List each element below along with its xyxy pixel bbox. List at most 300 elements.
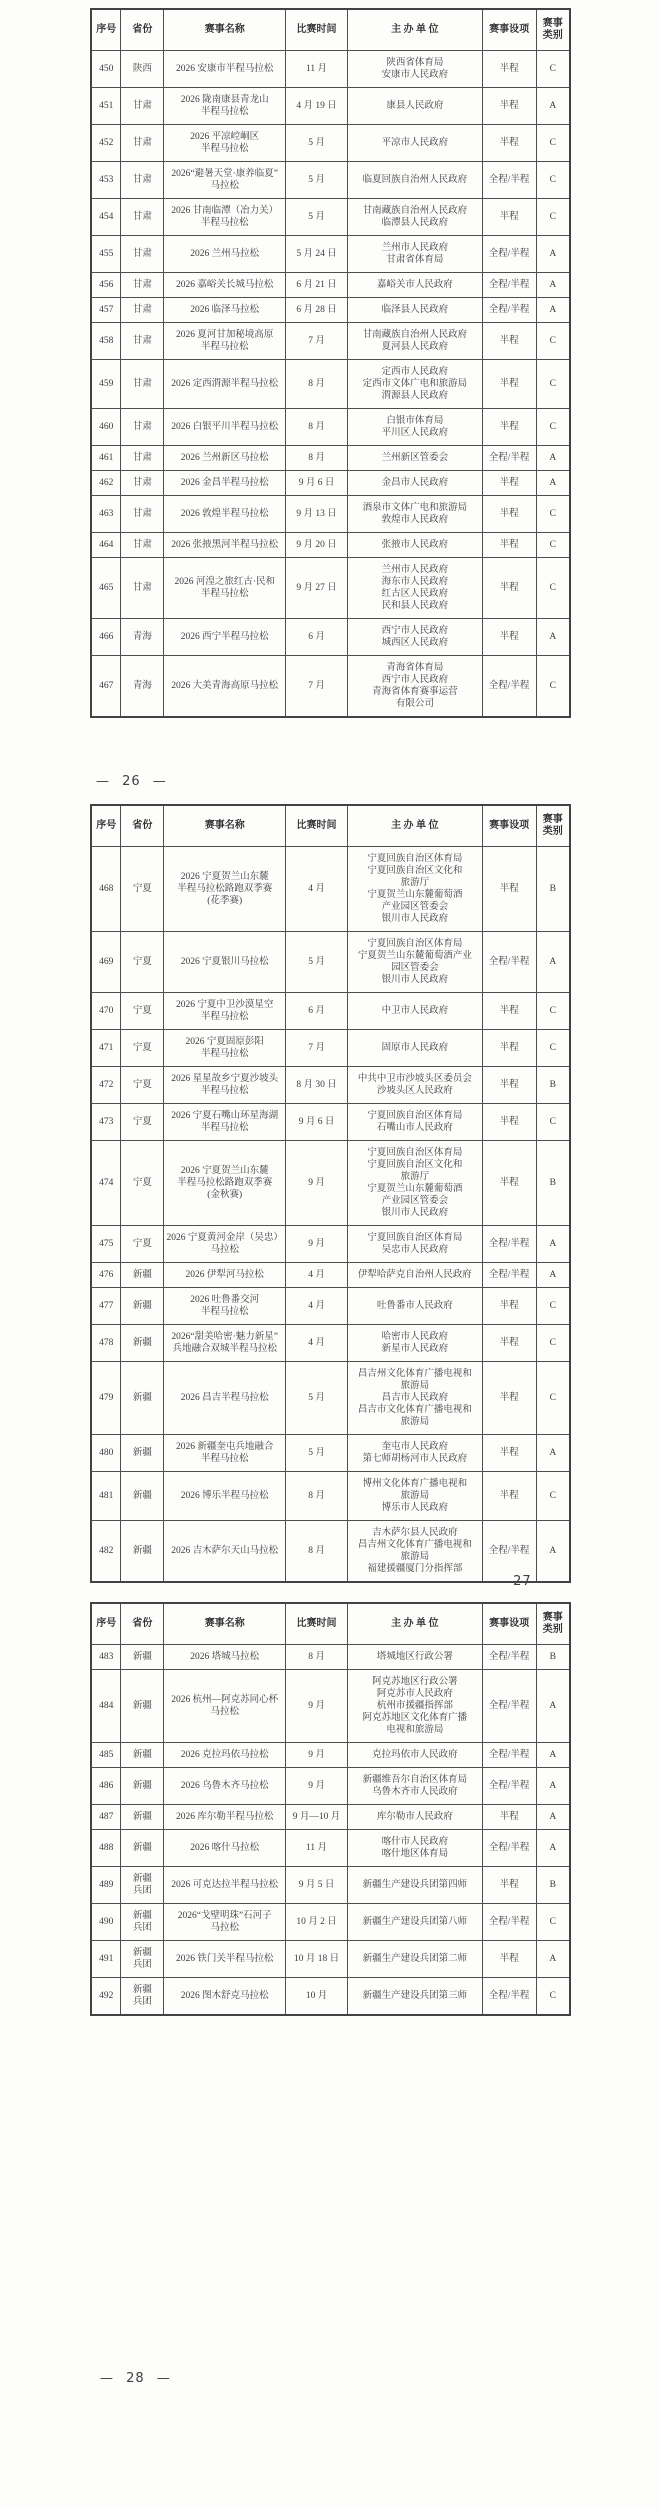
cell-event: 2026 安康市半程马拉松: [164, 51, 286, 88]
cell-event: 2026 西宁半程马拉松: [164, 619, 286, 656]
table-row: [91, 1978, 570, 2016]
cell-time: 8 月: [286, 446, 348, 471]
cell-setting: 半程: [482, 1030, 536, 1067]
cell-setting: 半程: [482, 533, 536, 558]
cell-setting: 半程: [482, 1867, 536, 1904]
cell-province: 甘肃: [121, 236, 164, 273]
cell-organizer: 宁夏回族自治区体育局 宁夏回族自治区文化和 旅游厅 宁夏贺兰山东麓葡萄酒 产业园区管委会 银川市人民政府: [347, 847, 482, 932]
cell-event: 2026 宁夏石嘴山环星海湖 半程马拉松: [164, 1104, 286, 1141]
cell-province: 青海: [121, 619, 164, 656]
cell-category: B: [536, 1141, 570, 1226]
cell-setting: 全程/半程: [482, 1978, 536, 2016]
cell-province: 陕西: [121, 51, 164, 88]
cell-province: 宁夏: [121, 932, 164, 993]
cell-no: 487: [91, 1805, 121, 1830]
cell-no: 459: [91, 360, 121, 409]
cell-setting: 全程/半程: [482, 1768, 536, 1805]
cell-province: 新疆: [121, 1325, 164, 1362]
cell-time: 11 月: [286, 1830, 348, 1867]
cell-organizer: 青海省体育局 西宁市人民政府 青海省体育赛事运营 有限公司: [347, 656, 482, 718]
cell-province: 甘肃: [121, 162, 164, 199]
table-row: [91, 1904, 570, 1941]
cell-organizer: 固原市人民政府: [347, 1030, 482, 1067]
cell-no: 473: [91, 1104, 121, 1141]
cell-category: A: [536, 1830, 570, 1867]
cell-setting: 半程: [482, 993, 536, 1030]
cell-province: 新疆: [121, 1670, 164, 1743]
cell-organizer: 康县人民政府: [347, 88, 482, 125]
cell-organizer: 甘南藏族自治州人民政府 夏河县人民政府: [347, 323, 482, 360]
cell-time: 8 月: [286, 1645, 348, 1670]
cell-event: 2026 克拉玛依马拉松: [164, 1743, 286, 1768]
cell-no: 488: [91, 1830, 121, 1867]
cell-time: 8 月: [286, 1472, 348, 1521]
cell-province: 甘肃: [121, 298, 164, 323]
cell-no: 452: [91, 125, 121, 162]
cell-no: 468: [91, 847, 121, 932]
column-header-no: 序号: [91, 9, 121, 51]
column-header-time: 比赛时间: [286, 805, 348, 847]
cell-organizer: 临泽县人民政府: [347, 298, 482, 323]
cell-category: C: [536, 533, 570, 558]
cell-category: A: [536, 471, 570, 496]
cell-event: 2026 大美青海高原马拉松: [164, 656, 286, 718]
cell-no: 467: [91, 656, 121, 718]
cell-category: B: [536, 1067, 570, 1104]
cell-province: 宁夏: [121, 1030, 164, 1067]
cell-time: 5 月: [286, 162, 348, 199]
cell-organizer: 酒泉市文体广电和旅游局 敦煌市人民政府: [347, 496, 482, 533]
cell-province: 甘肃: [121, 409, 164, 446]
cell-organizer: 平凉市人民政府: [347, 125, 482, 162]
cell-time: 10 月: [286, 1978, 348, 2016]
cell-category: C: [536, 1288, 570, 1325]
cell-province: 宁夏: [121, 1067, 164, 1104]
cell-time: 6 月 21 日: [286, 273, 348, 298]
cell-time: 4 月: [286, 1288, 348, 1325]
cell-time: 4 月: [286, 1325, 348, 1362]
cell-category: C: [536, 1362, 570, 1435]
cell-organizer: 兰州市人民政府 甘肃省体育局: [347, 236, 482, 273]
cell-setting: 全程/半程: [482, 656, 536, 718]
cell-no: 482: [91, 1521, 121, 1583]
cell-event: 2026 乌鲁木齐马拉松: [164, 1768, 286, 1805]
cell-no: 475: [91, 1226, 121, 1263]
cell-organizer: 中共中卫市沙坡头区委员会 沙坡头区人民政府: [347, 1067, 482, 1104]
cell-category: A: [536, 1743, 570, 1768]
cell-time: 6 月: [286, 993, 348, 1030]
table-row: [91, 993, 570, 1030]
cell-event: 2026 库尔勒半程马拉松: [164, 1805, 286, 1830]
table-row: [91, 51, 570, 88]
cell-province: 新疆: [121, 1472, 164, 1521]
cell-setting: 半程: [482, 1104, 536, 1141]
table-row: [91, 162, 570, 199]
cell-event: 2026 河湟之旅红古·民和 半程马拉松: [164, 558, 286, 619]
column-header-province: 省份: [121, 9, 164, 51]
cell-time: 5 月: [286, 1435, 348, 1472]
cell-event: 2026 图木舒克马拉松: [164, 1978, 286, 2016]
cell-province: 新疆 兵团: [121, 1978, 164, 2016]
cell-setting: 半程: [482, 1067, 536, 1104]
cell-event: 2026 平凉崆峒区 半程马拉松: [164, 125, 286, 162]
cell-organizer: 哈密市人民政府 新星市人民政府: [347, 1325, 482, 1362]
cell-organizer: 张掖市人民政府: [347, 533, 482, 558]
cell-setting: 半程: [482, 1362, 536, 1435]
cell-province: 甘肃: [121, 360, 164, 409]
cell-organizer: 宁夏回族自治区体育局 石嘴山市人民政府: [347, 1104, 482, 1141]
cell-category: C: [536, 162, 570, 199]
cell-setting: 全程/半程: [482, 1263, 536, 1288]
table-row: [91, 409, 570, 446]
cell-time: 9 月 27 日: [286, 558, 348, 619]
cell-province: 甘肃: [121, 88, 164, 125]
cell-time: 9 月 5 日: [286, 1867, 348, 1904]
cell-no: 458: [91, 323, 121, 360]
cell-category: C: [536, 1978, 570, 2016]
cell-organizer: 中卫市人民政府: [347, 993, 482, 1030]
cell-event: 2026 塔城马拉松: [164, 1645, 286, 1670]
cell-category: A: [536, 273, 570, 298]
table-row: [91, 1288, 570, 1325]
table-row: [91, 273, 570, 298]
cell-no: 474: [91, 1141, 121, 1226]
cell-setting: 半程: [482, 1288, 536, 1325]
cell-time: 5 月: [286, 1362, 348, 1435]
table-row: [91, 1104, 570, 1141]
cell-no: 456: [91, 273, 121, 298]
cell-no: 492: [91, 1978, 121, 2016]
table-row: [91, 446, 570, 471]
cell-province: 新疆: [121, 1645, 164, 1670]
cell-no: 466: [91, 619, 121, 656]
table-row: [91, 1325, 570, 1362]
cell-organizer: 新疆生产建设兵团第三师: [347, 1978, 482, 2016]
cell-province: 新疆: [121, 1743, 164, 1768]
page-number-26: — 26 —: [96, 774, 167, 789]
table-row: [91, 298, 570, 323]
column-header-event: 赛事名称: [164, 805, 286, 847]
cell-setting: 全程/半程: [482, 1521, 536, 1583]
cell-event: 2026 吐鲁番交河 半程马拉松: [164, 1288, 286, 1325]
table-row: [91, 125, 570, 162]
cell-organizer: 昌吉州文化体育广播电视和 旅游局 昌吉市人民政府 昌吉市文化体育广播电视和 旅游局: [347, 1362, 482, 1435]
cell-no: 464: [91, 533, 121, 558]
cell-setting: 半程: [482, 199, 536, 236]
cell-province: 新疆 兵团: [121, 1867, 164, 1904]
cell-category: C: [536, 323, 570, 360]
cell-province: 新疆: [121, 1435, 164, 1472]
cell-province: 新疆: [121, 1288, 164, 1325]
cell-event: 2026 宁夏黄河金岸（吴忠） 马拉松: [164, 1226, 286, 1263]
cell-setting: 半程: [482, 847, 536, 932]
cell-event: 2026 嘉峪关长城马拉松: [164, 273, 286, 298]
cell-no: 484: [91, 1670, 121, 1743]
cell-organizer: 宁夏回族自治区体育局 宁夏贺兰山东麓葡萄酒产业 园区管委会 银川市人民政府: [347, 932, 482, 993]
cell-province: 甘肃: [121, 125, 164, 162]
table-row: [91, 932, 570, 993]
cell-setting: 全程/半程: [482, 1226, 536, 1263]
cell-province: 甘肃: [121, 323, 164, 360]
cell-no: 470: [91, 993, 121, 1030]
column-header-setting: 赛事设项: [482, 1603, 536, 1645]
cell-organizer: 塔城地区行政公署: [347, 1645, 482, 1670]
table-row: [91, 1768, 570, 1805]
cell-event: 2026 星星故乡宁夏沙坡头 半程马拉松: [164, 1067, 286, 1104]
cell-organizer: 西宁市人民政府 城西区人民政府: [347, 619, 482, 656]
events-table-page-26: [90, 8, 571, 718]
table-row: [91, 1830, 570, 1867]
cell-organizer: 临夏回族自治州人民政府: [347, 162, 482, 199]
cell-no: 478: [91, 1325, 121, 1362]
table-row: [91, 1867, 570, 1904]
cell-category: C: [536, 1472, 570, 1521]
cell-no: 462: [91, 471, 121, 496]
cell-category: C: [536, 1030, 570, 1067]
table-row: [91, 236, 570, 273]
cell-no: 461: [91, 446, 121, 471]
cell-setting: 半程: [482, 409, 536, 446]
cell-event: 2026 甘南临潭（冶力关） 半程马拉松: [164, 199, 286, 236]
cell-no: 476: [91, 1263, 121, 1288]
cell-event: 2026“戈壁明珠”石河子 马拉松: [164, 1904, 286, 1941]
cell-time: 8 月: [286, 360, 348, 409]
cell-no: 465: [91, 558, 121, 619]
cell-event: 2026 喀什马拉松: [164, 1830, 286, 1867]
cell-event: 2026 兰州马拉松: [164, 236, 286, 273]
cell-time: 9 月 13 日: [286, 496, 348, 533]
cell-organizer: 宁夏回族自治区体育局 吴忠市人民政府: [347, 1226, 482, 1263]
cell-province: 甘肃: [121, 273, 164, 298]
cell-province: 新疆 兵团: [121, 1941, 164, 1978]
cell-time: 4 月 19 日: [286, 88, 348, 125]
cell-no: 460: [91, 409, 121, 446]
cell-organizer: 甘南藏族自治州人民政府 临潭县人民政府: [347, 199, 482, 236]
column-header-province: 省份: [121, 1603, 164, 1645]
cell-setting: 全程/半程: [482, 1904, 536, 1941]
cell-organizer: 奎屯市人民政府 第七师胡杨河市人民政府: [347, 1435, 482, 1472]
cell-setting: 半程: [482, 471, 536, 496]
cell-time: 6 月 28 日: [286, 298, 348, 323]
table-row: [91, 199, 570, 236]
cell-organizer: 定西市人民政府 定西市文体广电和旅游局 渭源县人民政府: [347, 360, 482, 409]
table-header-row: [91, 1603, 570, 1645]
cell-category: A: [536, 236, 570, 273]
cell-province: 新疆: [121, 1830, 164, 1867]
cell-time: 7 月: [286, 1030, 348, 1067]
cell-province: 甘肃: [121, 471, 164, 496]
cell-no: 481: [91, 1472, 121, 1521]
cell-organizer: 阿克苏地区行政公署 阿克苏市人民政府 杭州市援疆指挥部 阿克苏地区文化体育广播 电视和旅游局: [347, 1670, 482, 1743]
cell-organizer: 白银市体育局 平川区人民政府: [347, 409, 482, 446]
cell-event: 2026 伊犁河马拉松: [164, 1263, 286, 1288]
table-row: [91, 1030, 570, 1067]
cell-no: 483: [91, 1645, 121, 1670]
cell-organizer: 新疆生产建设兵团第八师: [347, 1904, 482, 1941]
cell-setting: 全程/半程: [482, 236, 536, 273]
cell-no: 457: [91, 298, 121, 323]
cell-category: A: [536, 1670, 570, 1743]
cell-province: 宁夏: [121, 993, 164, 1030]
cell-event: 2026 定西渭源半程马拉松: [164, 360, 286, 409]
cell-time: 5 月 24 日: [286, 236, 348, 273]
page-number-28: — 28 —: [100, 2371, 171, 2386]
cell-time: 8 月: [286, 409, 348, 446]
cell-organizer: 金昌市人民政府: [347, 471, 482, 496]
cell-time: 9 月 20 日: [286, 533, 348, 558]
column-header-category: 赛事 类别: [536, 1603, 570, 1645]
cell-setting: 半程: [482, 1472, 536, 1521]
cell-organizer: 兰州市人民政府 海东市人民政府 红古区人民政府 民和县人民政府: [347, 558, 482, 619]
cell-time: 9 月 6 日: [286, 471, 348, 496]
cell-event: 2026 金昌半程马拉松: [164, 471, 286, 496]
cell-category: B: [536, 1645, 570, 1670]
cell-category: A: [536, 1226, 570, 1263]
column-header-no: 序号: [91, 1603, 121, 1645]
cell-setting: 半程: [482, 125, 536, 162]
table-row: [91, 656, 570, 718]
table-row: [91, 1067, 570, 1104]
cell-organizer: 新疆生产建设兵团第四师: [347, 1867, 482, 1904]
events-table-page-26-container: [90, 8, 571, 718]
cell-category: A: [536, 1768, 570, 1805]
cell-event: 2026 宁夏中卫沙漠星空 半程马拉松: [164, 993, 286, 1030]
cell-no: 480: [91, 1435, 121, 1472]
cell-event: 2026 张掖黑河半程马拉松: [164, 533, 286, 558]
column-header-no: 序号: [91, 805, 121, 847]
cell-setting: 全程/半程: [482, 932, 536, 993]
column-header-category: 赛事 类别: [536, 9, 570, 51]
cell-time: 10 月 2 日: [286, 1904, 348, 1941]
cell-province: 甘肃: [121, 496, 164, 533]
cell-setting: 半程: [482, 558, 536, 619]
cell-time: 5 月: [286, 125, 348, 162]
cell-no: 485: [91, 1743, 121, 1768]
cell-category: A: [536, 932, 570, 993]
table-row: [91, 1435, 570, 1472]
cell-province: 宁夏: [121, 847, 164, 932]
cell-event: 2026 陇南康县青龙山 半程马拉松: [164, 88, 286, 125]
cell-category: A: [536, 1521, 570, 1583]
cell-category: A: [536, 1941, 570, 1978]
cell-event: 2026 博乐半程马拉松: [164, 1472, 286, 1521]
cell-organizer: 嘉峪关市人民政府: [347, 273, 482, 298]
table-row: [91, 323, 570, 360]
cell-event: 2026 新疆奎屯兵地融合 半程马拉松: [164, 1435, 286, 1472]
cell-category: C: [536, 993, 570, 1030]
cell-setting: 半程: [482, 1805, 536, 1830]
column-header-event: 赛事名称: [164, 9, 286, 51]
table-row: [91, 496, 570, 533]
cell-event: 2026 铁门关半程马拉松: [164, 1941, 286, 1978]
cell-category: C: [536, 125, 570, 162]
cell-organizer: 陕西省体育局 安康市人民政府: [347, 51, 482, 88]
table-row: [91, 1670, 570, 1743]
cell-setting: 半程: [482, 496, 536, 533]
cell-organizer: 喀什市人民政府 喀什地区体育局: [347, 1830, 482, 1867]
table-row: [91, 471, 570, 496]
cell-category: A: [536, 1435, 570, 1472]
table-row: [91, 1521, 570, 1583]
cell-event: 2026 可克达拉半程马拉松: [164, 1867, 286, 1904]
cell-event: 2026 宁夏银川马拉松: [164, 932, 286, 993]
table-row: [91, 1472, 570, 1521]
cell-province: 宁夏: [121, 1226, 164, 1263]
events-table-page-27: [90, 804, 571, 1583]
cell-event: 2026 昌吉半程马拉松: [164, 1362, 286, 1435]
cell-no: 454: [91, 199, 121, 236]
column-header-province: 省份: [121, 805, 164, 847]
cell-setting: 全程/半程: [482, 1645, 536, 1670]
table-row: [91, 1805, 570, 1830]
cell-time: 9 月—10 月: [286, 1805, 348, 1830]
cell-category: A: [536, 88, 570, 125]
cell-setting: 全程/半程: [482, 273, 536, 298]
cell-event: 2026 宁夏固原彭阳 半程马拉松: [164, 1030, 286, 1067]
table-row: [91, 847, 570, 932]
cell-time: 9 月 6 日: [286, 1104, 348, 1141]
cell-no: 479: [91, 1362, 121, 1435]
table-header-row: [91, 805, 570, 847]
cell-time: 8 月 30 日: [286, 1067, 348, 1104]
cell-setting: 全程/半程: [482, 1743, 536, 1768]
cell-setting: 半程: [482, 1941, 536, 1978]
cell-province: 新疆: [121, 1805, 164, 1830]
cell-event: 2026 宁夏贺兰山东麓 半程马拉松路跑双季赛 (花季赛): [164, 847, 286, 932]
cell-category: A: [536, 298, 570, 323]
column-header-setting: 赛事设项: [482, 9, 536, 51]
cell-organizer: 兰州新区管委会: [347, 446, 482, 471]
cell-category: A: [536, 1805, 570, 1830]
column-header-setting: 赛事设项: [482, 805, 536, 847]
cell-organizer: 伊犁哈萨克自治州人民政府: [347, 1263, 482, 1288]
cell-event: 2026 兰州新区马拉松: [164, 446, 286, 471]
cell-no: 455: [91, 236, 121, 273]
cell-province: 甘肃: [121, 446, 164, 471]
cell-setting: 半程: [482, 619, 536, 656]
cell-province: 新疆: [121, 1521, 164, 1583]
events-table-page-28-container: [90, 1602, 571, 2016]
cell-no: 490: [91, 1904, 121, 1941]
cell-category: A: [536, 1263, 570, 1288]
cell-province: 甘肃: [121, 199, 164, 236]
cell-setting: 半程: [482, 88, 536, 125]
cell-no: 491: [91, 1941, 121, 1978]
column-header-event: 赛事名称: [164, 1603, 286, 1645]
cell-no: 469: [91, 932, 121, 993]
cell-no: 463: [91, 496, 121, 533]
table-row: [91, 1743, 570, 1768]
cell-event: 2026 宁夏贺兰山东麓 半程马拉松路跑双季赛 (金秋赛): [164, 1141, 286, 1226]
table-row: [91, 1645, 570, 1670]
cell-no: 477: [91, 1288, 121, 1325]
events-table-page-28: [90, 1602, 571, 2016]
table-row: [91, 1941, 570, 1978]
cell-time: 9 月: [286, 1141, 348, 1226]
cell-province: 新疆: [121, 1362, 164, 1435]
page-number-27: — 27 —: [487, 1574, 558, 1589]
cell-time: 9 月: [286, 1768, 348, 1805]
cell-category: C: [536, 51, 570, 88]
cell-setting: 半程: [482, 1141, 536, 1226]
cell-time: 7 月: [286, 323, 348, 360]
cell-time: 8 月: [286, 1521, 348, 1583]
cell-no: 450: [91, 51, 121, 88]
cell-organizer: 新疆生产建设兵团第二师: [347, 1941, 482, 1978]
cell-category: C: [536, 1904, 570, 1941]
cell-province: 新疆 兵团: [121, 1904, 164, 1941]
cell-category: A: [536, 446, 570, 471]
